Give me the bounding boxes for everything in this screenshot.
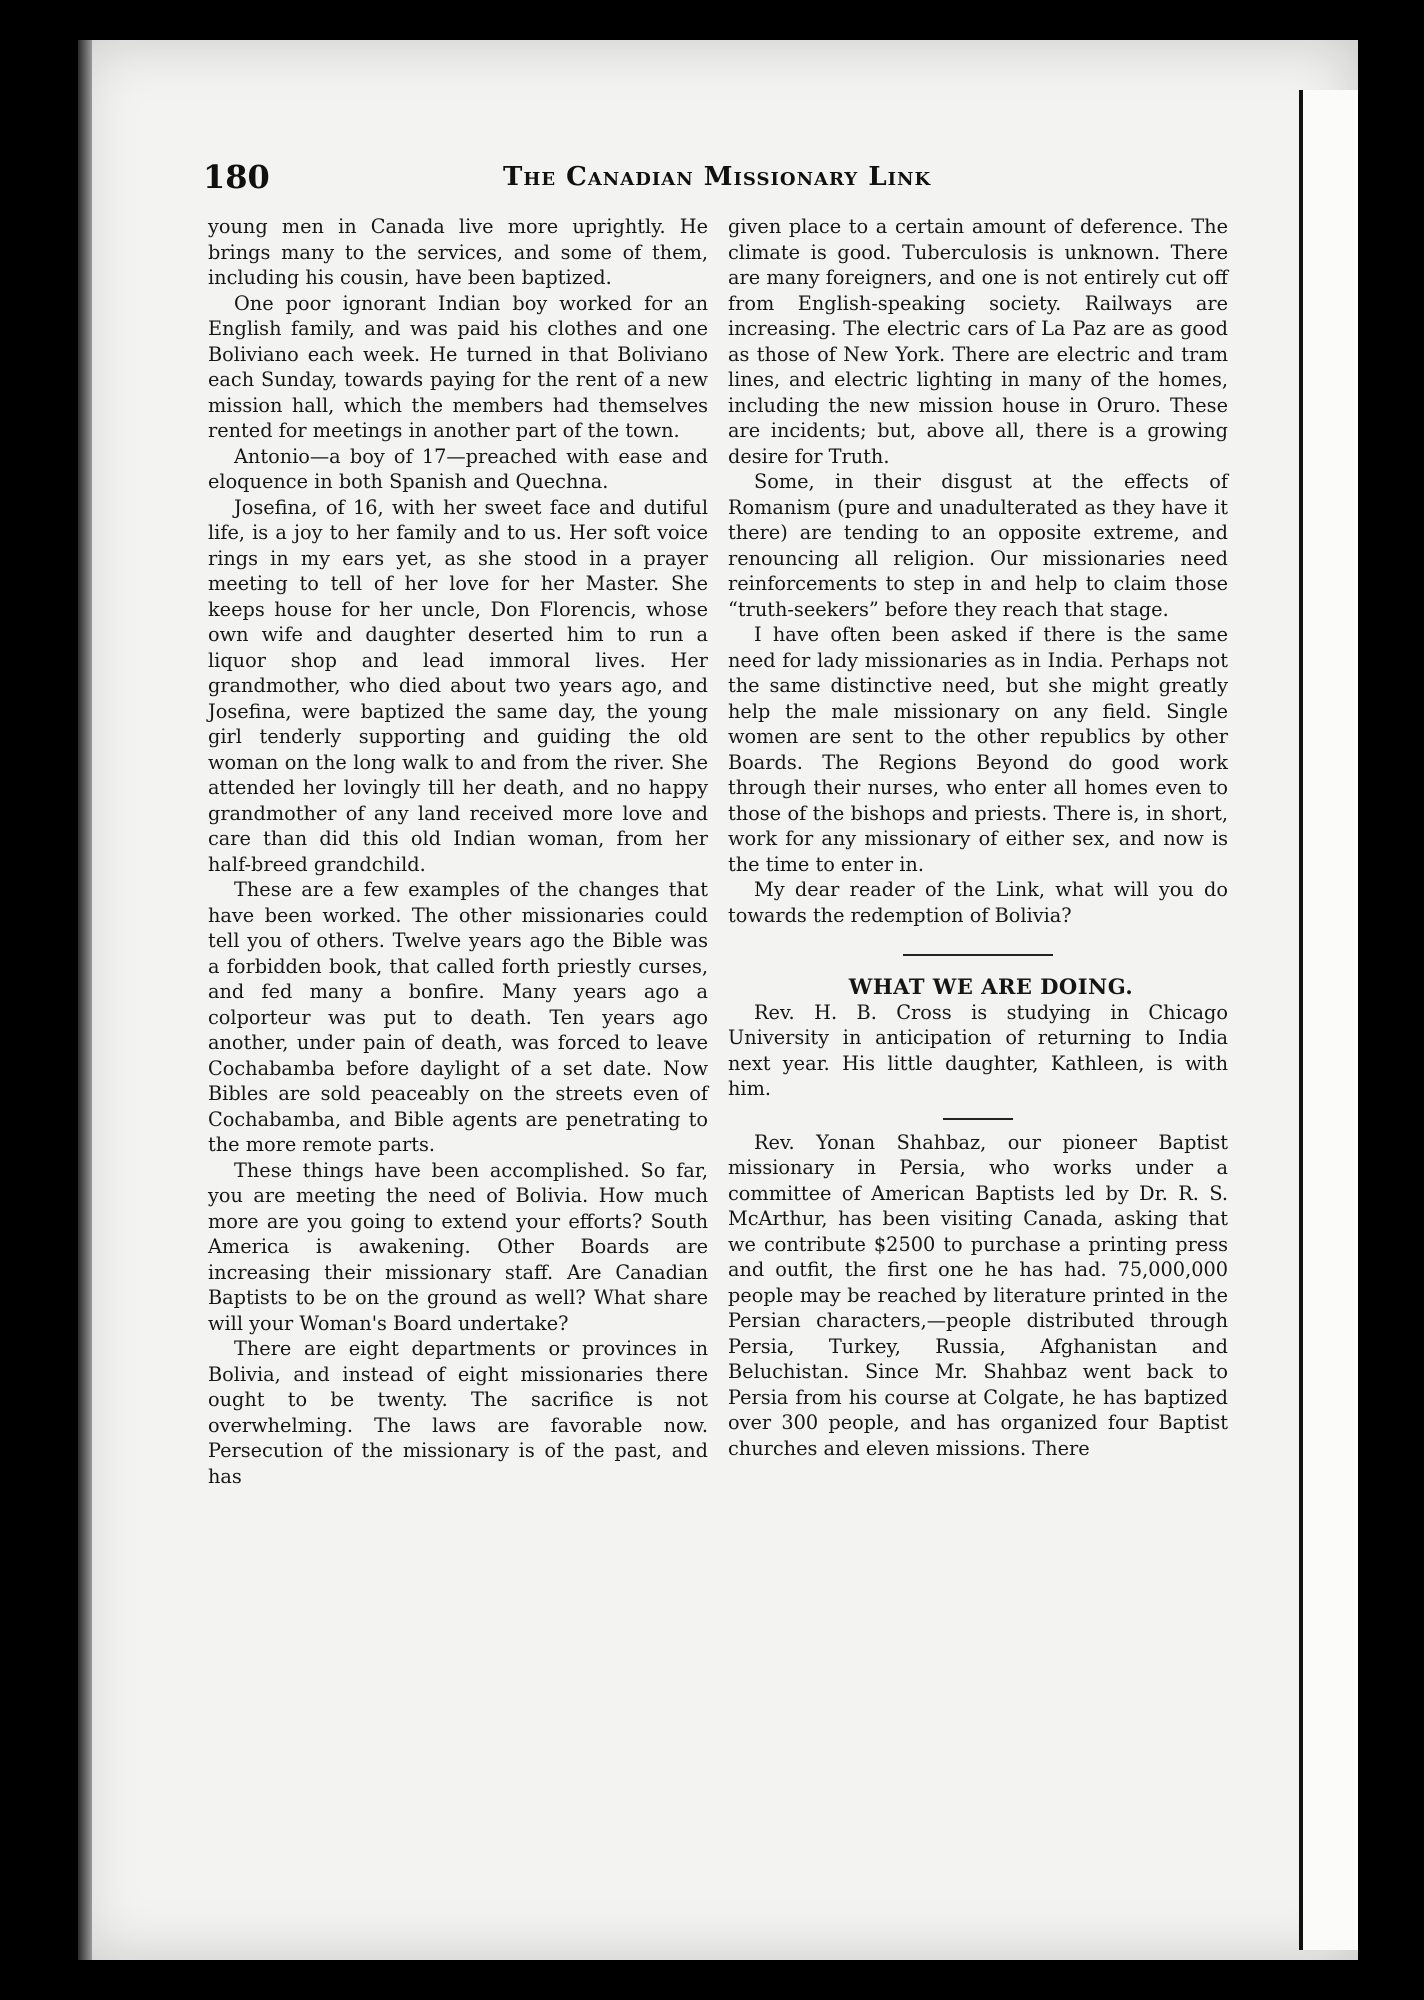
adjacent-page-edge xyxy=(1299,90,1358,1950)
paragraph: My dear reader of the Link, what will you do towards the redemption of Bolivia? xyxy=(728,878,1228,927)
section-divider xyxy=(903,954,1053,956)
paragraph: young men in Canada live more uprightly. He brings many to the services, and some of them, including his cousin, have been baptized. xyxy=(208,215,708,289)
paragraph: Josefina, of 16, with her sweet face and dutiful life, is a joy to her family and to us. Her soft voice rings in my ears yet, as she stood in a prayer meeting to tell of her love for her Master. She keeps house for her uncle, Don Florencis, whose own wife and daughter deserted him to run a liquor shop and lead immoral lives. Her grandmother, who died about two years ago, and Josefina, were baptized the same day, the young girl tenderly supporting and guiding the old woman on the long walk to and from the river. She attended her lovingly till her death, and no happy grandmother of any land received more love and care than did this old Indian woman, from her half-breed grandchild. xyxy=(208,495,708,876)
paragraph: given place to a certain amount of deference. The climate is good. Tuberculosis is unknown. There are many foreigners, and one is not entirely cut off from English-speaking society. Railways are increasing. The electric cars of La Paz are as good as those of New York. There are electric and tram lines, and electric lighting in many of the homes, including the new mission house in Oruro. These are incidents; but, above all, there is a growing desire for Truth. xyxy=(728,215,1228,468)
paragraph: Some, in their disgust at the effects of Romanism (pure and unadulterated as they have it there) are tending to an opposite extreme, and renouncing all religion. Our missionaries need reinforcements to step in and help to claim those “truth-seekers” before they reach that stage. xyxy=(728,470,1228,621)
scanned-page xyxy=(78,40,1358,1960)
running-title: The Canadian Missionary Link xyxy=(503,162,932,192)
paragraph: I have often been asked if there is the same need for lady missionaries as in India. Perhaps not the same distinctive need, but she might greatly help the male missionary on any field. Single women are sent to the other republics by other Boards. The Regions Beyond do good work through their nurses, who enter all homes even to those of the bishops and priests. There is, in short, work for any missionary of either sex, and now is the time to enter in. xyxy=(728,623,1228,876)
paragraph: These are a few examples of the changes that have been worked. The other missionaries could tell you of others. Twelve years ago the Bible was a forbidden book, that called forth priestly curses, and fed many a bonfire. Many years ago a colporteur was put to death. Ten years ago another, under pain of death, was forced to leave Cochabamba before daylight of a set date. Now Bibles are sold peaceably on the streets even of Cochabamba, and Bible agents are penetrating to the more remote parts. xyxy=(208,878,708,1156)
paragraph: One poor ignorant Indian boy worked for an English family, and was paid his clothes and one Boliviano each week. He turned in that Boliviano each Sunday, towards paying for the rent of a new mission hall, which the members had themselves rented for meetings in another part of the town. xyxy=(208,291,708,442)
paragraph: There are eight departments or provinces in Bolivia, and instead of eight missionaries there ought to be twenty. The sacrifice is not overwhelming. The laws are favorable now. Persecution of the missionary is of the past, and has xyxy=(208,1337,708,1488)
paragraph: Rev. H. B. Cross is studying in Chicago University in anticipation of returning to India next year. His little daughter, Kathleen, is with him. xyxy=(728,1000,1228,1100)
page-binding-edge xyxy=(78,40,92,1960)
page-header xyxy=(203,158,1053,206)
section-heading: WHAT WE ARE DOING. xyxy=(848,974,1134,999)
item-divider xyxy=(943,1118,1013,1120)
paragraph: Antonio—a boy of 17—preached with ease and eloquence in both Spanish and Quechna. xyxy=(208,444,708,493)
right-column xyxy=(728,214,1228,1461)
left-column xyxy=(208,214,708,1489)
paragraph: These things have been accomplished. So far, you are meeting the need of Bolivia. How much more are you going to extend your efforts? South America is awakening. Other Boards are increasing their missionary staff. Are Canadian Baptists to be on the ground as well? What share will your Woman's Board undertake? xyxy=(208,1158,708,1335)
page-number: 180 xyxy=(203,158,270,196)
paragraph: Rev. Yonan Shahbaz, our pioneer Baptist missionary in Persia, who works under a committee of American Baptists led by Dr. R. S. McArthur, has been visiting Canada, asking that we contribute $2500 to purchase a printing press and outfit, the first one he has had. 75,000,000 people may be reached by literature printed in the Persian characters,—people distributed through Persia, Turkey, Russia, Afghanistan and Beluchistan. Since Mr. Shahbaz went back to Persia from his course at Colgate, he has baptized over 300 people, and has organized four Baptist churches and eleven missions. There xyxy=(728,1130,1228,1460)
